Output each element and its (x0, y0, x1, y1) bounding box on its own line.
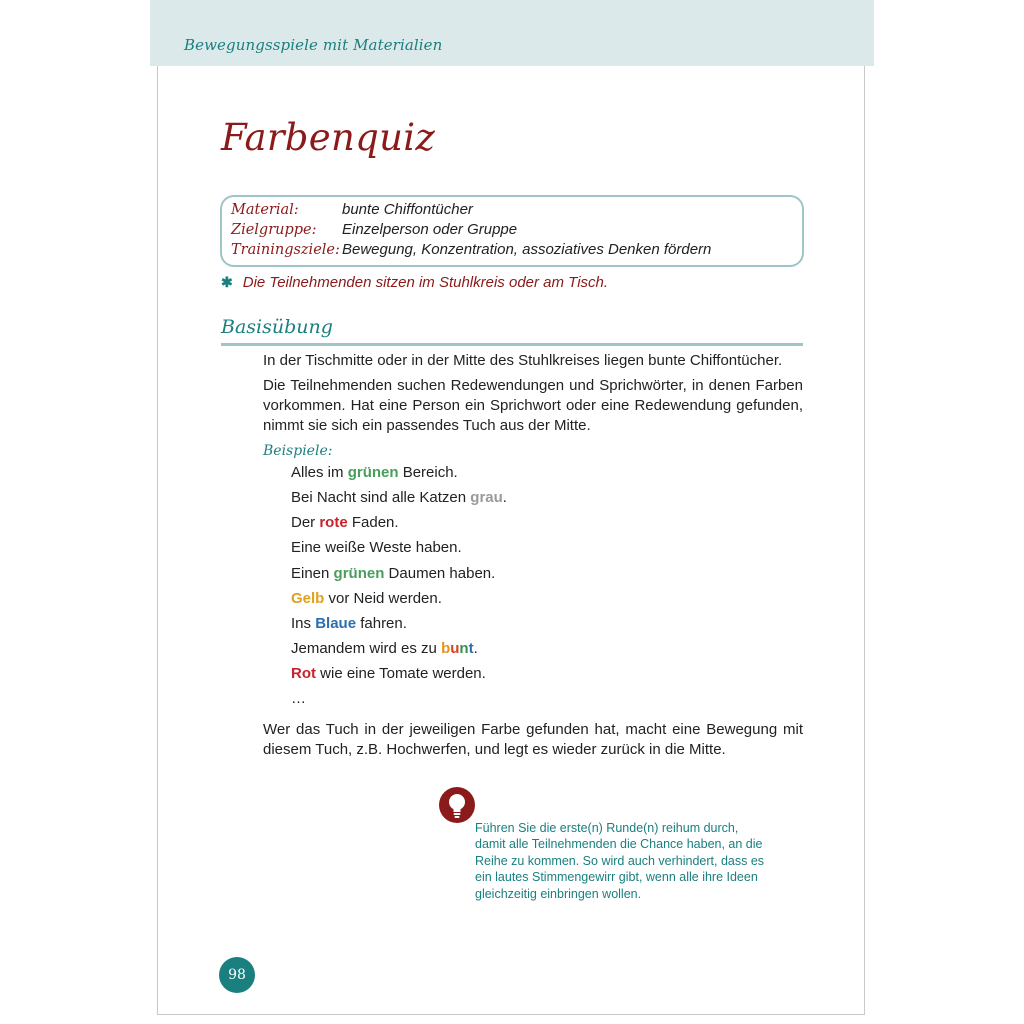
example-item: Bei Nacht sind alle Katzen grau. (291, 489, 507, 506)
info-value: Einzelperson oder Gruppe (342, 221, 518, 238)
example-item: Der rote Faden. (291, 514, 399, 531)
example-item: … (291, 690, 306, 707)
example-item: Alles im grünen Bereich. (291, 464, 458, 481)
info-value: Bewegung, Konzentration, assoziatives Denken fördern (342, 241, 712, 258)
examples-label: Beispiele: (263, 443, 333, 459)
info-row-trainingsziele (231, 240, 711, 260)
info-label: Material: (231, 202, 299, 218)
info-row-material (231, 200, 473, 220)
paragraph-instructions: Die Teilnehmenden suchen Redewendungen und Sprichwörter, in denen Farben vorkommen. Hat eine Person ein Sprichwort oder eine Redewendung gefunden, nimmt sie sich ein passendes Tuch aus der Mitte. (263, 377, 803, 434)
section-divider (221, 343, 803, 346)
setup-note-text: Die Teilnehmenden sitzen im Stuhlkreis oder am Tisch. (242, 274, 609, 291)
info-row-zielgruppe (231, 220, 517, 240)
paragraph-conclusion: Wer das Tuch in der jeweiligen Farbe gefunden hat, macht eine Bewegung mit diesem Tuch, z.B. Hochwerfen, und legt es wieder zurück in die Mitte. (263, 721, 803, 758)
setup-note (221, 274, 608, 291)
info-value: bunte Chiffontücher (342, 201, 473, 218)
example-item: Gelb vor Neid werden. (291, 590, 442, 607)
info-label: Trainingsziele: (231, 242, 340, 258)
example-item: Ins Blaue fahren. (291, 615, 407, 632)
page-number: 98 (219, 957, 255, 993)
example-item: Eine weiße Weste haben. (291, 539, 462, 556)
page-title: Farbenquiz (221, 116, 436, 159)
example-item: Jemandem wird es zu bunt. (291, 640, 478, 657)
example-item: Rot wie eine Tomate werden. (291, 665, 486, 682)
header-title: Bewegungsspiele mit Materialien (184, 36, 443, 54)
tip-text: Führen Sie die erste(n) Runde(n) reihum durch, damit alle Teilnehmenden die Chance haben, an die Reihe zu kommen. So wird auch verhindert, dass es ein lautes Stimmengewirr gibt, wenn alle ihre Ideen gleichzeitig einbringen wollen. (475, 821, 765, 901)
info-label: Zielgruppe: (231, 222, 317, 238)
paragraph-intro: In der Tischmitte oder in der Mitte des Stuhlkreises liegen bunte Chiffontücher. (263, 352, 783, 369)
asterisk-icon: ✱ (221, 274, 233, 290)
section-heading: Basisübung (221, 316, 333, 338)
header-band (150, 0, 874, 66)
example-item: Einen grünen Daumen haben. (291, 565, 496, 582)
lightbulb-icon (439, 787, 475, 823)
